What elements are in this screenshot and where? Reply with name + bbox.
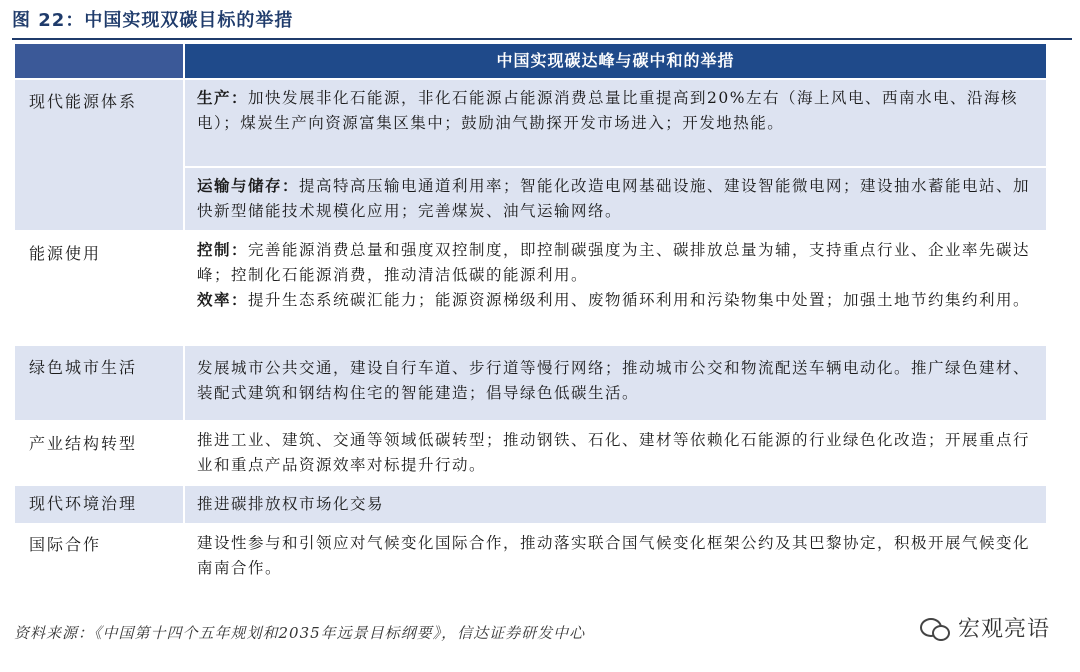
row-category: 能源使用 [15, 232, 183, 344]
figure-title: 图 22：中国实现双碳目标的举措 [12, 10, 294, 31]
content-text: 加快发展非化石能源，非化石能源占能源消费总量比重提高到20%左右（海上风电、西南水电、沿海核电）；煤炭生产向资源富集区集中；鼓励油气勘探开发市场进入；开发地热能。 [197, 89, 1018, 132]
title-divider [12, 38, 1072, 40]
content-label: 生产： [197, 89, 249, 107]
table-header [15, 44, 1046, 78]
table-row [15, 230, 1046, 344]
content-text: 推进碳排放权市场化交易 [197, 495, 385, 513]
row-content [185, 486, 1046, 523]
table-header-title: 中国实现碳达峰与碳中和的举措 [185, 44, 1046, 78]
watermark [920, 612, 1050, 643]
content-text: 推进工业、建筑、交通等领域低碳转型；推动钢铁、石化、建材等依赖化石能源的行业绿色化改造；开展重点行业和重点产品资源效率对标提升行动。 [197, 431, 1031, 474]
content-label: 控制： [197, 241, 249, 259]
wechat-icon [920, 616, 950, 640]
row-content [185, 232, 1046, 344]
header-blank-cell [15, 44, 183, 78]
table-row [15, 484, 1046, 523]
table-row [15, 523, 1046, 589]
table-row [15, 78, 1046, 230]
content-text: 建设性参与和引领应对气候变化国际合作，推动落实联合国气候变化框架公约及其巴黎协定，积极开展气候变化南南合作。 [197, 534, 1031, 577]
source-note: 资料来源：《中国第十四个五年规划和2035年远景目标纲要》，信达证券研发中心 [14, 624, 586, 642]
content-text: 提高特高压输电通道利用率；智能化改造电网基础设施、建设智能微电网；建设抽水蓄能电站、加快新型储能技术规模化应用；完善煤炭、油气运输网络。 [197, 177, 1031, 220]
content-text: 提升生态系统碳汇能力；能源资源梯级利用、废物循环利用和污染物集中处置；加强土地节约集约利用。 [248, 291, 1031, 309]
row-category: 产业结构转型 [15, 422, 183, 484]
row-content [185, 80, 1046, 166]
content-text: 发展城市公共交通，建设自行车道、步行道等慢行网络；推动城市公交和物流配送车辆电动化。推广绿色建材、装配式建筑和钢结构住宅的智能建造；倡导绿色低碳生活。 [197, 359, 1031, 402]
row-category: 现代能源体系 [15, 80, 183, 230]
row-content [185, 525, 1046, 589]
row-content [185, 346, 1046, 420]
content-label: 运输与储存： [197, 177, 300, 195]
row-category: 绿色城市生活 [15, 346, 183, 420]
content-text: 完善能源消费总量和强度双控制度，即控制碳强度为主、碳排放总量为辅，支持重点行业、企业率先碳达峰；控制化石能源消费，推动清洁低碳的能源利用。 [197, 241, 1031, 284]
row-content [185, 166, 1046, 230]
row-category: 现代环境治理 [15, 486, 183, 523]
watermark-text: 宏观亮语 [957, 617, 1050, 642]
content-label: 效率： [197, 291, 249, 309]
row-category: 国际合作 [15, 525, 183, 589]
table-row [15, 420, 1046, 484]
table-row [15, 344, 1046, 420]
row-content [185, 422, 1046, 484]
measures-table [15, 44, 1046, 589]
